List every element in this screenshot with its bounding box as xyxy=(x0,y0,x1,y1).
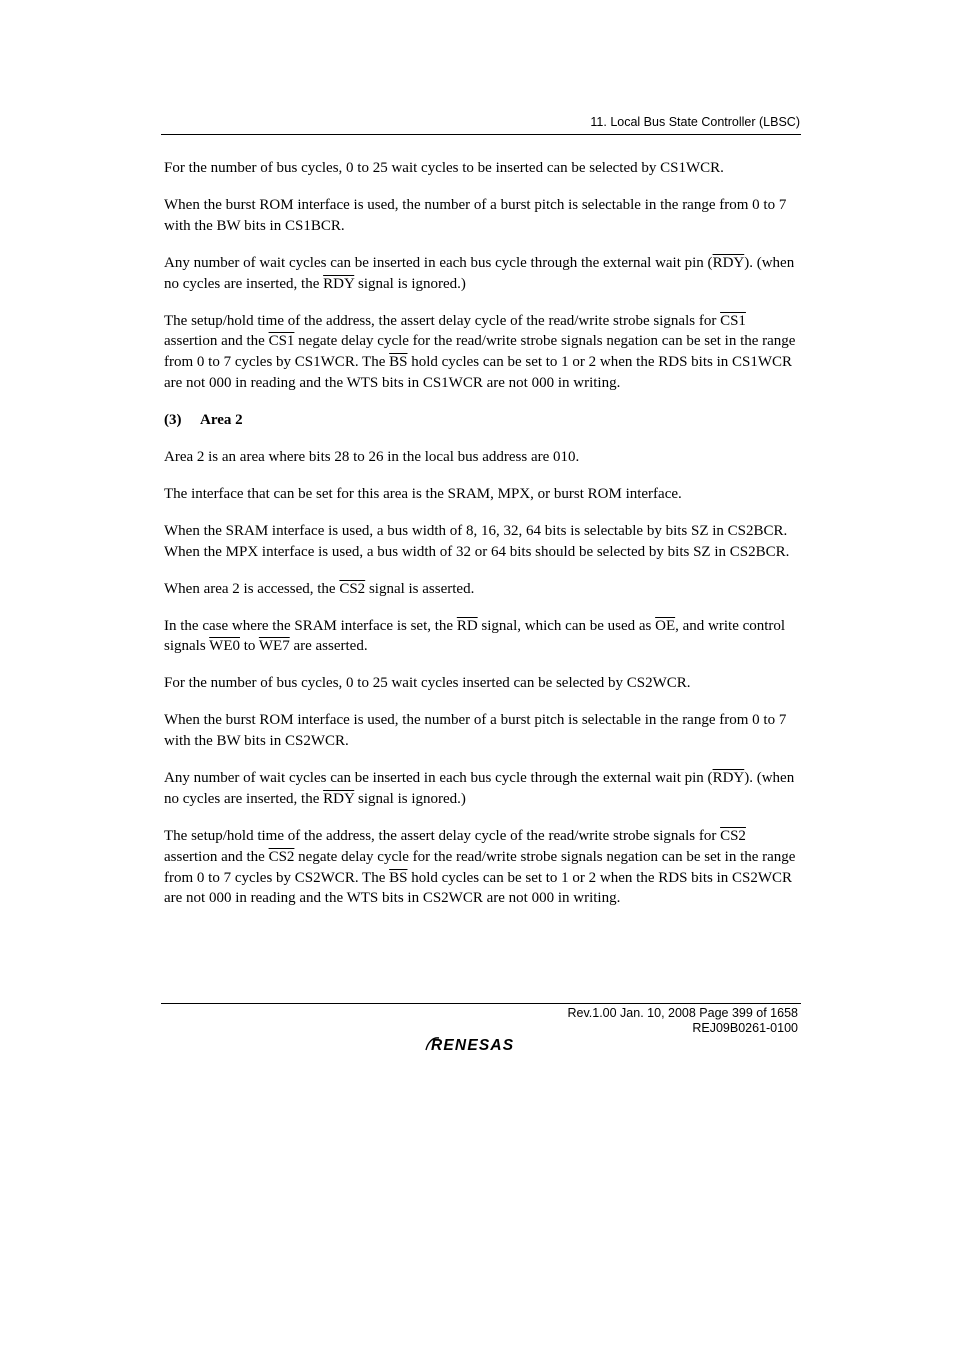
signal-bs-overbar: $\overline{BS}$ xyxy=(389,869,408,886)
paragraph: For the number of bus cycles, 0 to 25 wait cycles to be inserted can be selected by CS1WCR. xyxy=(164,160,724,176)
paragraph: The interface that can be set for this area is the SRAM, MPX, or burst ROM interface. xyxy=(164,485,682,502)
section-title: Area 2 xyxy=(200,411,243,428)
document-number: REJ09B0261-0100 xyxy=(692,1021,798,1035)
signal-bs-overbar: $\overline{BS}$ xyxy=(389,354,408,371)
signal-rdy-overbar: $\overline{RDY}$ xyxy=(323,790,355,807)
paragraph: When the burst ROM interface is used, the number of a burst pitch is selectable in the range from 0 to 7 with the BW bits in CS2WCR. xyxy=(164,712,787,750)
signal-we7-overbar: WE7 xyxy=(258,638,290,655)
section-heading xyxy=(164,410,800,431)
signal-cs2-overbar: CS2 xyxy=(268,848,295,865)
paragraph: Any number of wait cycles can be inserted in each bus cycle through the external wait pin $(\overline{RDY})$. (when no cycles are inserted, the $\overline{RDY}$ signal is ignored.) xyxy=(164,254,795,292)
revision-info: Rev.1.00 Jan. 10, 2008 Page 399 of 1658 xyxy=(567,1006,798,1020)
signal-cs2-overbar: CS2 xyxy=(720,827,746,844)
paragraph: For the number of bus cycles, 0 to 25 wait cycles inserted can be selected by CS2WCR. xyxy=(164,675,691,692)
paragraph: When the SRAM interface is used, a bus width of 8, 16, 32, 64 bits is selectable by bits SZ in CS2BCR. When the MPX interface is used, a bus width of 32 or 64 bits should be selected by bits SZ in CS2BCR. xyxy=(164,522,790,560)
logo-wordmark: RENESAS xyxy=(431,1037,515,1054)
signal-cs2-overbar: CS2 xyxy=(339,580,366,597)
footer-rule xyxy=(161,1003,801,1004)
signal-rd-overbar: $\overline{RD}$ xyxy=(456,617,478,634)
paragraph: The setup/hold time of the address, the assert delay cycle of the read/write strobe signals for CS2 assertion and the CS2 negate delay cycle for the read/write strobe signals negation can be set in the range from 0 to 7 cycles by CS2WCR. The $\overline{BS}$ hold cycles can be set to 1 or 2 when the RDS bits in CS2WCR are not 000 in reading and the WTS bits in CS2WCR are not 000 in writing. xyxy=(164,827,796,907)
running-header: 11. Local Bus State Controller (LBSC) xyxy=(590,115,800,129)
signal-we0-overbar: WE0 xyxy=(209,638,240,655)
header-rule xyxy=(161,134,801,135)
paragraph: The setup/hold time of the address, the assert delay cycle of the read/write strobe signals for CS1 assertion and the CS1 negate delay cycle for the read/write strobe signals negation can be set in the range from 0 to 7 cycles by CS1WCR. The $\overline{BS}$ hold cycles can be set to 1 or 2 when the RDS bits in CS1WCR are not 000 in reading and the WTS bits in CS1WCR are not 000 in writing. xyxy=(164,312,796,391)
paragraph: When the burst ROM interface is used, the number of a burst pitch is selectable in the range from 0 to 7 with the BW bits in CS1BCR. xyxy=(164,196,787,234)
renesas-logo xyxy=(423,1034,541,1054)
paragraph: In the case where the SRAM interface is set, the $\overline{RD}$ signal, which can be used as $\overline{OE}$, and write control signals WE0 to WE7 are asserted. xyxy=(164,617,786,655)
paragraph: Any number of wait cycles can be inserted in each bus cycle through the external wait pin $(\overline{RDY})$. (when no cycles are inserted, the $\overline{RDY}$ signal is ignored.) xyxy=(164,770,795,807)
signal-cs1-overbar: CS1 xyxy=(268,333,295,350)
page-footer xyxy=(480,1006,798,1036)
signal-rdy-overbar: $\overline{RDY}$ xyxy=(712,254,745,271)
signal-cs1-overbar: CS1 xyxy=(720,312,746,329)
signal-rdy-overbar: $\overline{RDY}$ xyxy=(712,770,745,787)
paragraph: Area 2 is an area where bits 28 to 26 in the local bus address are 010. xyxy=(164,448,580,465)
body-text xyxy=(164,158,800,925)
section-number: (3) xyxy=(164,411,182,428)
signal-rdy-overbar: $\overline{RDY}$ xyxy=(323,275,355,292)
signal-oe-overbar: $\overline{OE}$ xyxy=(655,617,676,634)
paragraph: When area 2 is accessed, the CS2 signal is asserted. xyxy=(164,580,475,597)
